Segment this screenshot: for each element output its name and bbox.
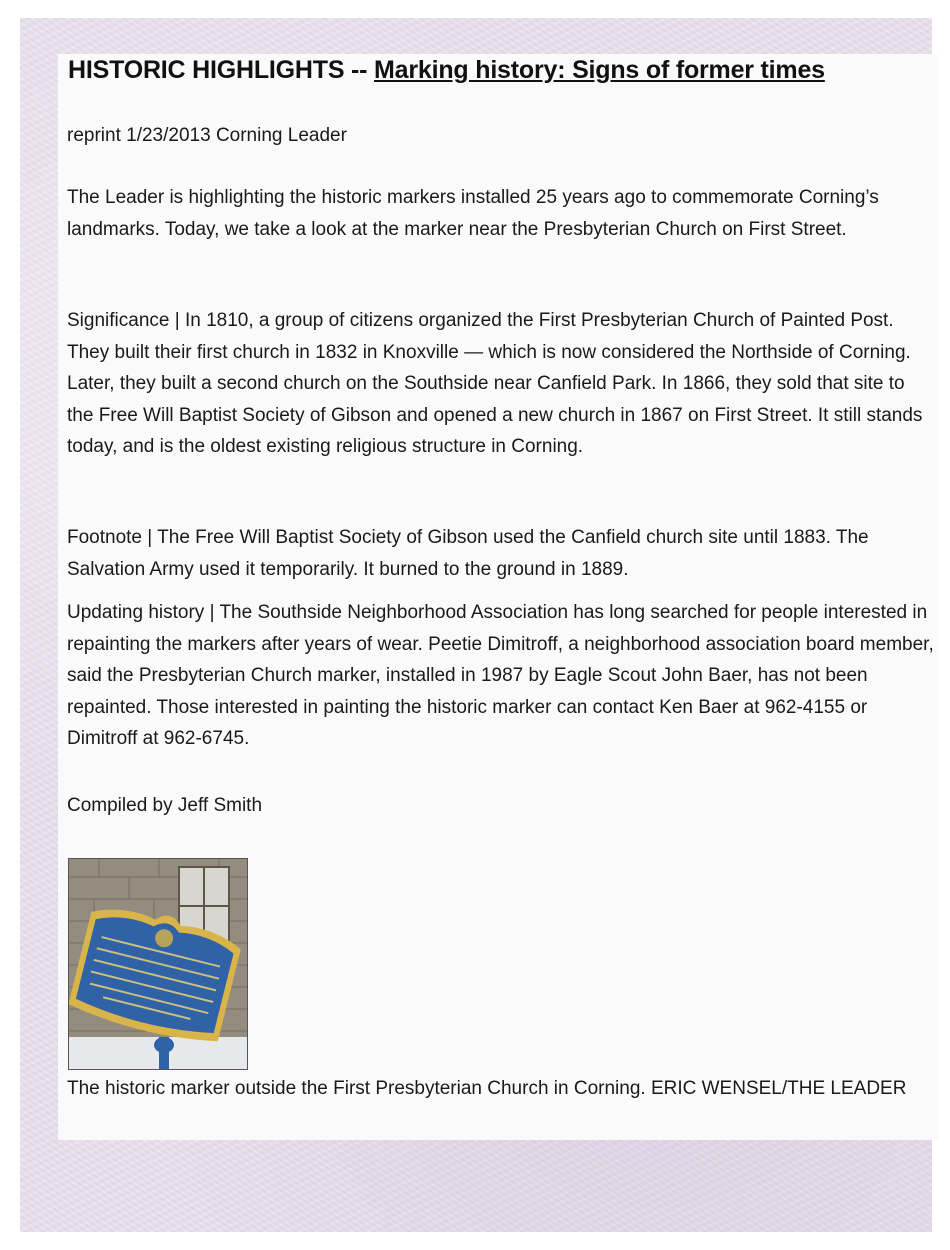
photo-caption: The historic marker outside the First Presbyterian Church in Corning. ERIC WENSEL/THE LEADER (67, 1078, 907, 1099)
article-panel (58, 54, 938, 1140)
headline-title: Marking history: Signs of former times (374, 56, 825, 84)
intro-paragraph: The Leader is highlighting the historic markers installed 25 years ago to commemorate Corning’s landmarks. Today, we take a look at the marker near the Presbyterian Church on First Street. (67, 187, 879, 240)
significance-paragraph: Significance | In 1810, a group of citizens organized the First Presbyterian Church of Painted Post. They built their first church in 1832 in Knoxville — which is now considered the Northside of Corning. Later, they built a second church on the Southside near Canfield Park. In 1866, they sold that site to the Free Will Baptist Society of Gibson and opened a new church in 1867 on First Street. It still stands today, and is the oldest existing religious structure in Corning. (67, 310, 923, 457)
textured-paper-background (20, 18, 932, 1232)
historic-marker-image (69, 859, 247, 1069)
footnote-paragraph: Footnote | The Free Will Baptist Society of Gibson used the Canfield church site until 1883. The Salvation Army used it temporarily. It burned to the ground in 1889. (67, 527, 869, 580)
reprint-line: reprint 1/23/2013 Corning Leader (67, 125, 347, 146)
compiled-by-line: Compiled by Jeff Smith (67, 795, 263, 816)
headline-prefix: HISTORIC HIGHLIGHTS -- (68, 56, 375, 84)
historic-marker-photo (68, 858, 248, 1070)
updating-history-paragraph: Updating history | The Southside Neighborhood Association has long searched for people interested in repainting the markers after years of wear. Peetie Dimitroff, a neighborhood association board member, said the Presbyterian Church marker, installed in 1987 by Eagle Scout John Baer, has not been repainted. Those interested in painting the historic marker can contact Ken Baer at 962-4155 or Dimitroff at 962-6745. (67, 602, 934, 749)
article-headline (68, 56, 938, 85)
